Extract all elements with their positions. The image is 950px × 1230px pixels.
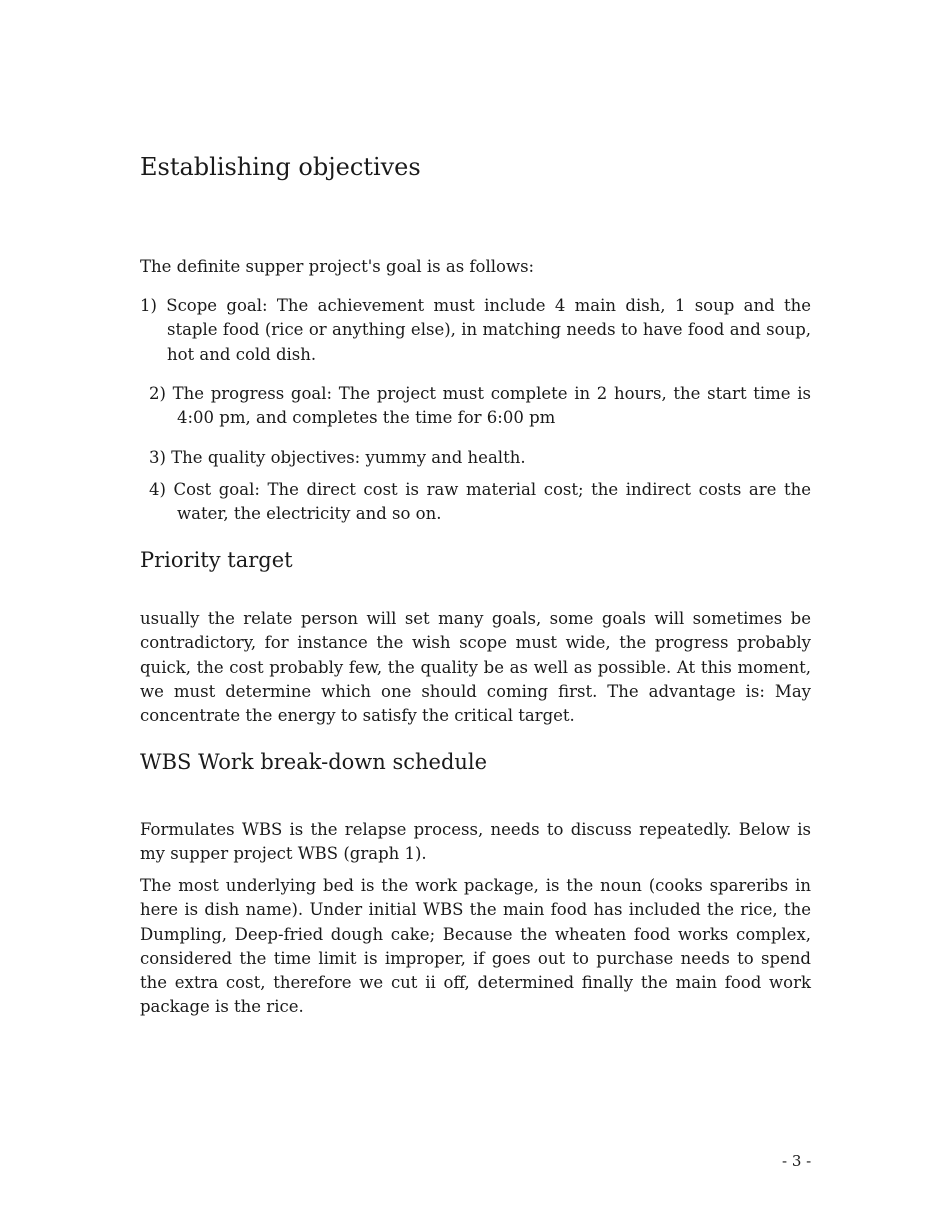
objectives-intro: The definite supper project's goal is as follows: bbox=[140, 257, 535, 276]
objective-item-progress: 2) The progress goal: The project must complete in 2 hours, the start time is 4:00 pm, and completes the time for 6:00 pm bbox=[149, 384, 811, 428]
objective-item-cost: 4) Cost goal: The direct cost is raw material cost; the indirect costs are the water, the electricity and so on. bbox=[149, 480, 811, 524]
objective-item-scope: 1) Scope goal: The achievement must include 4 main dish, 1 soup and the staple food (rice or anything else), in matching needs to have food and soup, hot and cold dish. bbox=[140, 296, 811, 364]
section-title-priority: Priority target bbox=[140, 548, 293, 572]
wbs-paragraph-2: The most underlying bed is the work package, is the noun (cooks spareribs in here is dish name). Under initial WBS the main food has included the rice, the Dumpling, Deep-fried dough cake; Because the wheaten food works complex, considered the time limit is improper, if goes out to purchase needs to spend the extra cost, therefore we cut ii off, determined finally the main food work package is the rice. bbox=[140, 876, 811, 1017]
section-title-objectives: Establishing objectives bbox=[140, 153, 421, 181]
objective-item-quality: 3) The quality objectives: yummy and health. bbox=[149, 448, 526, 467]
section-title-wbs: WBS Work break-down schedule bbox=[140, 750, 488, 774]
priority-paragraph: usually the relate person will set many goals, some goals will sometimes be contradictory, for instance the wish scope must wide, the progress probably quick, the cost probably few, the quality be as well as possible. At this moment, we must determine which one should coming first. The advantage is: May concentrate the energy to satisfy the critical target. bbox=[140, 609, 811, 726]
page-number: - 3 - bbox=[782, 1152, 812, 1170]
wbs-paragraph-1: Formulates WBS is the relapse process, needs to discuss repeatedly. Below is my supper project WBS (graph 1). bbox=[140, 820, 811, 864]
